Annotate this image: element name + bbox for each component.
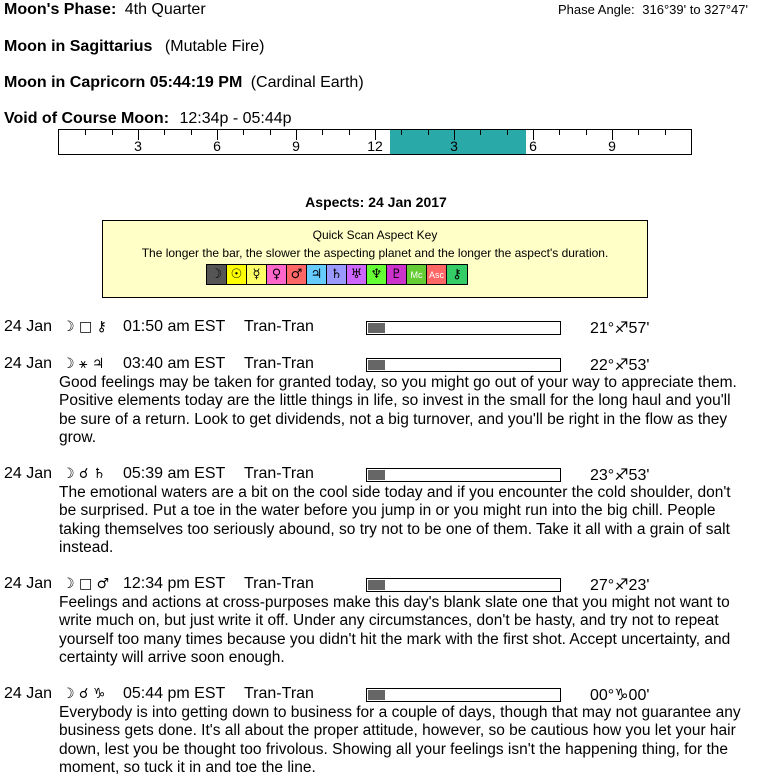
venus-icon: ♀ (267, 265, 287, 284)
aspect-time: 03:40 am EST (123, 355, 226, 372)
timeline-tick (112, 130, 113, 135)
aspect-position: 23°♐53' (590, 467, 650, 484)
aspect-time: 05:44 pm EST (123, 685, 226, 702)
timeline-tick (480, 130, 481, 135)
moon-sign-row-1 (4, 38, 264, 56)
phase-angle-label: Phase Angle: (558, 2, 635, 17)
aspect-date: 24 Jan (4, 465, 53, 482)
neptune-icon: ♆ (367, 265, 387, 284)
aspect-description: Everybody is into getting down to business for a couple of days, though that may not guarantee any business gets done. It's all about the proper attitude, however, so be cautious how you let your hair down, lest you be thought too frivolous. Showing all your feelings isn't the happening thing, for the moment, so tuck it in and toe the line. (59, 704, 741, 776)
ascendant-icon: Asc (427, 265, 447, 284)
aspect-glyphs: ☽ ☌ ♑ (62, 686, 106, 702)
phase-angle (558, 2, 748, 17)
aspect-time: 05:39 am EST (123, 465, 226, 482)
timeline-tick (270, 130, 271, 135)
aspect-key-planets (206, 264, 468, 285)
timeline-hour-label: 9 (292, 138, 300, 154)
void-course-label: Void of Course Moon: (4, 110, 170, 127)
saturn-icon: ♄ (327, 265, 347, 284)
timeline-tick (243, 130, 244, 135)
moon-sign-2-value: (Cardinal Earth) (250, 74, 364, 91)
aspect-glyphs: ☽ □ ♂ (62, 576, 110, 592)
timeline-tick (164, 130, 165, 135)
timeline-tick (191, 130, 192, 135)
aspect-duration-bar (366, 578, 561, 592)
timeline-tick (665, 130, 666, 135)
aspect-glyphs: ☽ □ ⚷ (62, 319, 107, 335)
aspect-position: 21°♐57' (590, 320, 650, 337)
aspect-description: Feelings and actions at cross-purposes make this day's blank slate one that you might not want to write much on, but just write it off. Under any circumstances, don't be hasty, and try not to repeat yourself too many times because you didn't hit the mark with the first shot. Accept uncertainty, and certainty will arrive soon enough. (59, 594, 731, 666)
aspect-duration-bar (366, 321, 561, 335)
timeline-tick (428, 130, 429, 135)
timeline-tick (507, 130, 508, 135)
void-course-value: 12:34p - 05:44p (179, 110, 292, 127)
aspect-type: Tran-Tran (244, 355, 314, 372)
aspect-date: 24 Jan (4, 355, 53, 372)
aspect-duration-fill (368, 690, 385, 700)
aspect-type: Tran-Tran (244, 685, 314, 702)
aspect-position: 22°♐53' (590, 357, 650, 374)
aspect-glyphs: ☽ ☌ ♄ (62, 466, 106, 482)
mars-icon: ♂ (287, 265, 307, 284)
aspect-date: 24 Jan (4, 318, 53, 335)
moon-icon: ☽ (207, 265, 227, 284)
aspect-key-description: The longer the bar, the slower the aspecting planet and the longer the aspect's duration. (141, 246, 609, 260)
midheaven-icon: Mc (407, 265, 427, 284)
timeline-hour-label: 3 (450, 138, 458, 154)
void-course-timeline (58, 129, 692, 155)
timeline-tick (638, 130, 639, 135)
aspect-duration-fill (368, 323, 385, 333)
moon-phase-row (4, 1, 206, 19)
phase-angle-value: 316°39' to 327°47' (642, 2, 748, 17)
aspect-duration-bar (366, 468, 561, 482)
timeline-hour-label: 12 (367, 138, 383, 154)
aspect-position: 27°♐23' (590, 577, 650, 594)
timeline-hour-label: 3 (134, 138, 142, 154)
aspect-duration-bar (366, 688, 561, 702)
aspect-time: 12:34 pm EST (123, 575, 226, 592)
timeline-tick (559, 130, 560, 135)
aspect-type: Tran-Tran (244, 575, 314, 592)
void-course-row (4, 110, 292, 128)
timeline-hour-label: 6 (529, 138, 537, 154)
moon-sign-row-2 (4, 74, 364, 92)
jupiter-icon: ♃ (307, 265, 327, 284)
moon-sign-1-value: (Mutable Fire) (164, 38, 265, 55)
aspect-key-box (102, 220, 648, 298)
pluto-icon: ♇ (387, 265, 407, 284)
sun-icon: ☉ (227, 265, 247, 284)
mercury-icon: ☿ (247, 265, 267, 284)
aspect-duration-fill (368, 470, 385, 480)
aspect-type: Tran-Tran (244, 318, 314, 335)
aspect-duration-fill (368, 580, 385, 590)
aspect-description: The emotional waters are a bit on the cool side today and if you encounter the cold shoulder, don't be surprised. Put a toe in the water before you jump in or you might run into the big chill. People taking themselves too seriously abound, so try not to be one of them. Take it all with a grain of salt instead. (59, 484, 731, 556)
aspect-type: Tran-Tran (244, 465, 314, 482)
aspect-date: 24 Jan (4, 575, 53, 592)
moon-sign-2-label: Moon in Capricorn 05:44:19 PM (4, 74, 243, 91)
aspect-duration-fill (368, 360, 385, 370)
timeline-hour-label: 9 (608, 138, 616, 154)
aspect-time: 01:50 am EST (123, 318, 226, 335)
moon-phase-value: 4th Quarter (124, 1, 206, 18)
timeline-hour-label: 6 (213, 138, 221, 154)
aspect-position: 00°♑00' (590, 687, 650, 704)
timeline-tick (401, 130, 402, 135)
timeline-tick (85, 130, 86, 135)
moon-sign-1-label: Moon in Sagittarius (4, 38, 153, 55)
moon-phase-label: Moon's Phase: (4, 1, 117, 18)
uranus-icon: ♅ (347, 265, 367, 284)
aspect-key-title: Quick Scan Aspect Key (312, 228, 438, 242)
timeline-tick (322, 130, 323, 135)
aspect-description: Good feelings may be taken for granted today, so you might go out of your way to appreciate them. Positive elements today are the little things in life, so invest in the small for the long haul and you'll be sure of a return. Look to get dividends, not a big turnover, and you'll be right in the flow as they grow. (59, 374, 737, 446)
chiron-icon: ⚷ (447, 265, 467, 284)
aspects-title: Aspects: 24 Jan 2017 (305, 194, 447, 210)
timeline-tick (349, 130, 350, 135)
aspect-date: 24 Jan (4, 685, 53, 702)
timeline-tick (586, 130, 587, 135)
aspect-duration-bar (366, 358, 561, 372)
aspect-glyphs: ☽ ⚹ ♃ (62, 356, 105, 372)
